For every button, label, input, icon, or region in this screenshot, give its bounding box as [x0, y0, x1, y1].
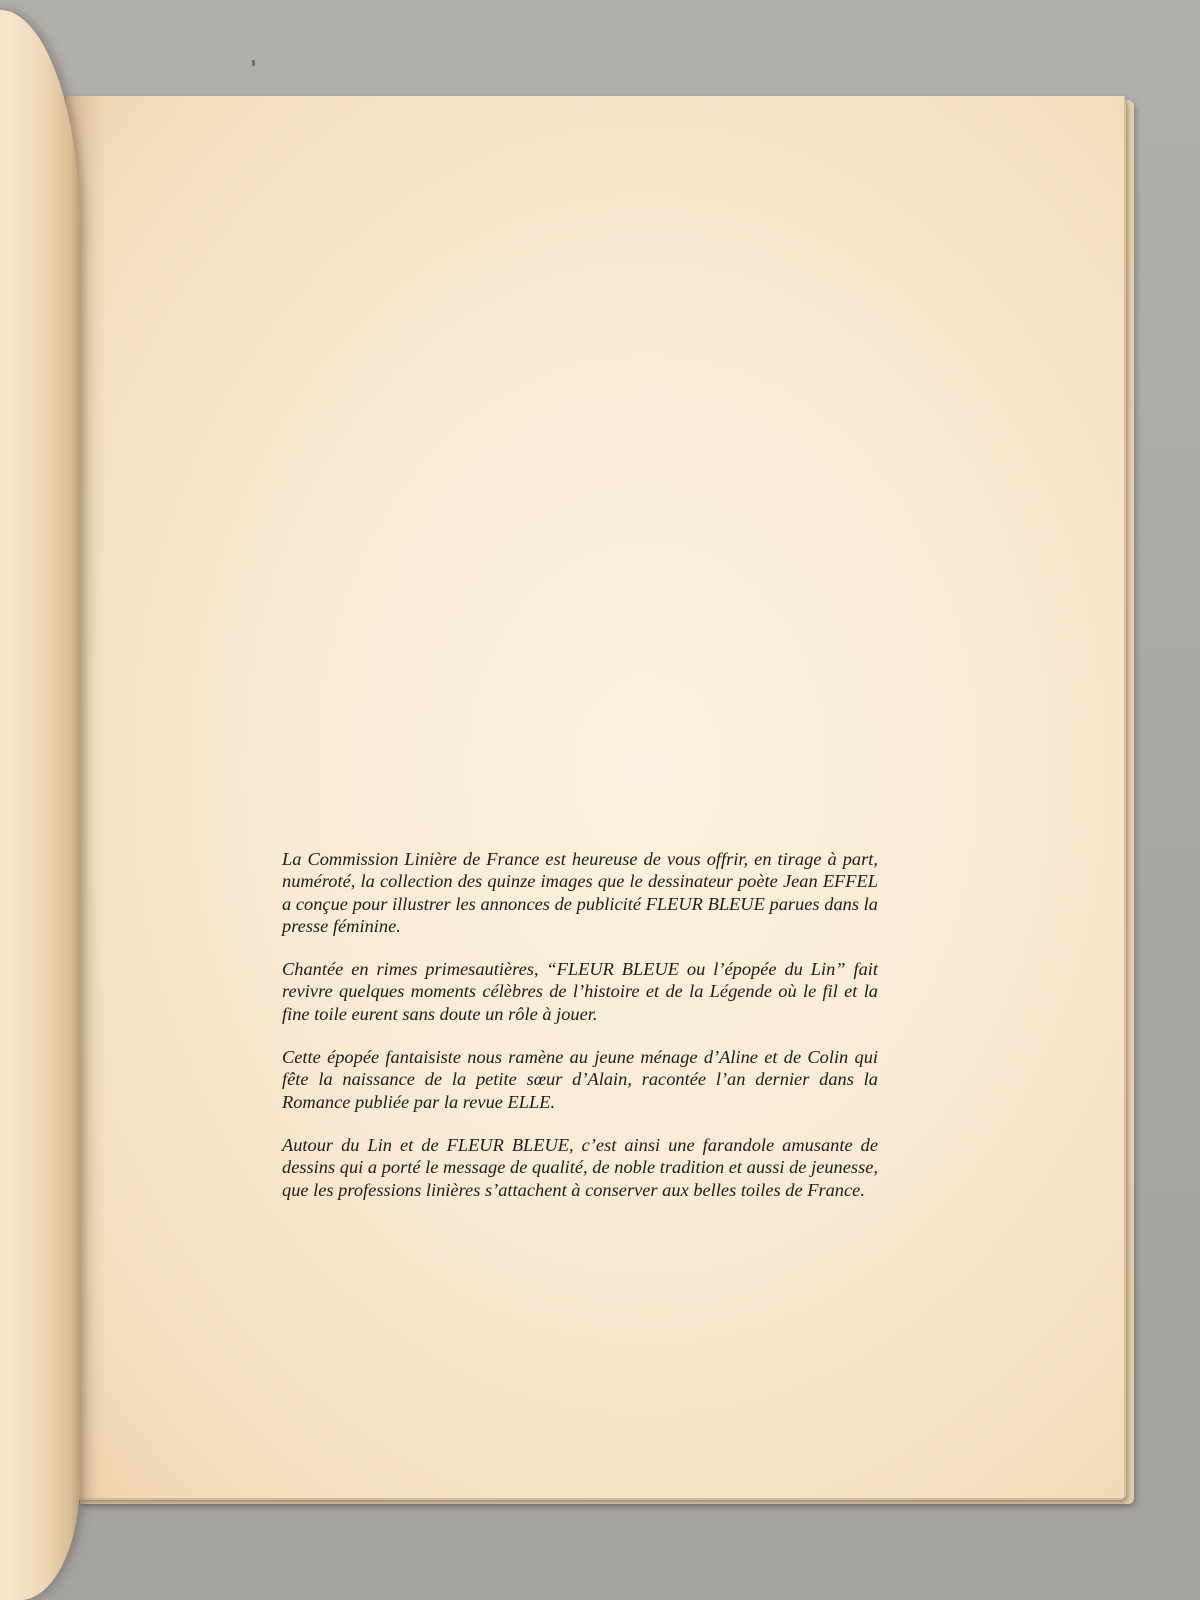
paragraph-intro: La Commission Linière de France est heureuse de vous offrir, en tirage à part, numéroté, la collection des quinze images que le dessinateur poète Jean EFFEL a conçue pour illustrer les annonces de publicité FLEUR BLEUE parues dans la presse féminine.: [282, 849, 878, 936]
book-page: [66, 96, 1125, 1498]
dust-speck: [252, 60, 255, 66]
paragraph-epopee: Chantée en rimes primesautières, “FLEUR BLEUE ou l’épopée du Lin” fait revivre quelques moments célèbres de l’histoire et de la Légende où le fil et la fine toile eurent sans doute un rôle à jouer.: [282, 959, 878, 1024]
page-text: [282, 848, 878, 1222]
paragraph-farandole: Autour du Lin et de FLEUR BLEUE, c’est ainsi une farandole amusante de dessins qui a porté le message de qualité, de noble tradition et aussi de jeunesse, que les professions linières s’attachent à conserver aux belles toiles de France.: [282, 1134, 878, 1200]
paragraph-aline-colin: Cette épopée fantaisiste nous ramène au jeune ménage d’Aline et de Colin qui fête la naissance de la petite sœur d’Alain, racontée l’an dernier dans la Romance publiée par la revue ELLE.: [282, 1047, 878, 1112]
left-curled-page: [0, 10, 80, 1600]
